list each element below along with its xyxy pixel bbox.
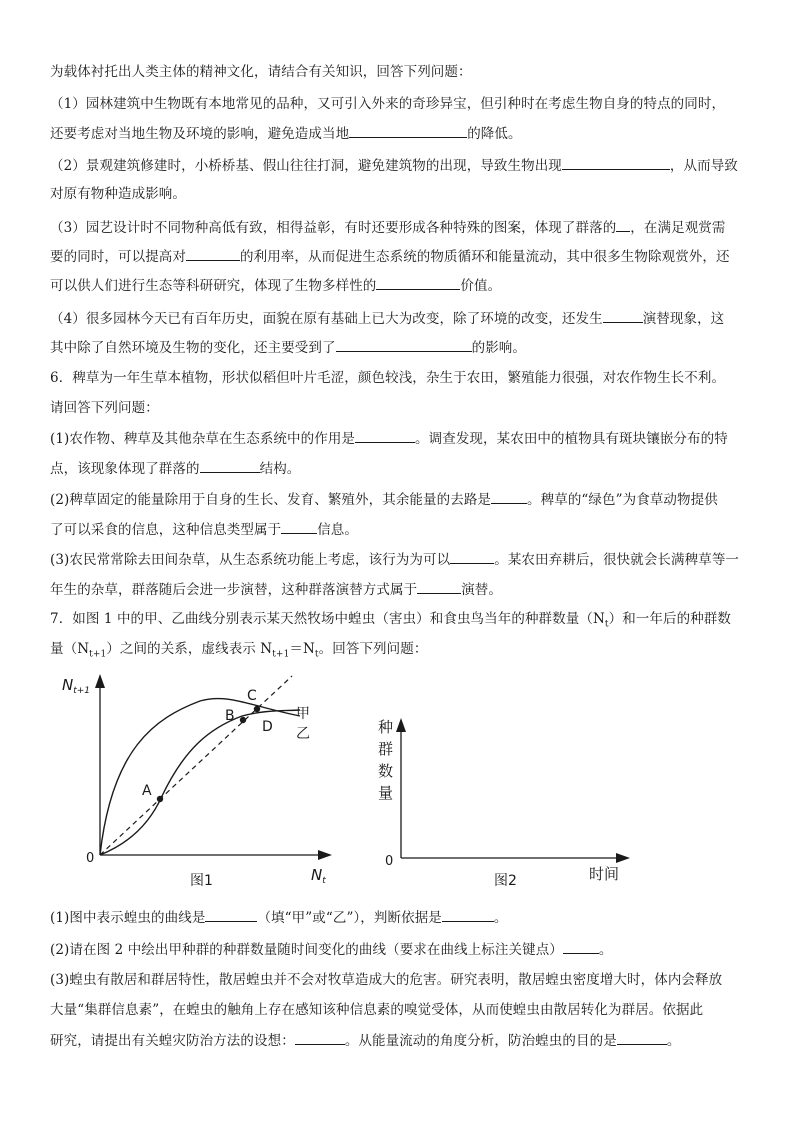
intro-text: 为载体衬托出人类主体的精神文化，请结合有关知识，回答下列问题： bbox=[50, 64, 472, 80]
figure-1 bbox=[62, 674, 332, 889]
answer-blank[interactable] bbox=[616, 217, 630, 232]
q7-part3-line1: (3)蝗虫有散居和群居特性，散居蝗虫并不会对牧草造成大的危害。研究表明，散居蝗虫密度增大时，体内会释放 bbox=[50, 972, 723, 988]
q5-part2-line1: （2）景观建筑修建时，小桥桥基、假山往往打洞，避免建筑物的出现，导致生物出现 ，从而导致 bbox=[50, 155, 755, 175]
fig2-caption: 图2 bbox=[494, 873, 517, 889]
fig1-y-label: $N_{t+1}$ bbox=[62, 676, 91, 696]
fig2-x-arrow bbox=[616, 853, 630, 863]
fig1-point-c-dot bbox=[254, 706, 260, 712]
answer-blank[interactable] bbox=[491, 489, 527, 504]
q5-part4-line2: 其中除了自然环境及生物的变化，还主要受到了 的影响。 bbox=[50, 337, 755, 357]
q5-part3-line3: 可以供人们进行生态等科研研究，体现了生物多样性的 价值。 bbox=[50, 275, 755, 295]
figures-area bbox=[50, 668, 650, 898]
q7-part1: (1)图中表示蝗虫的曲线是 （填“甲”或“乙”），判断依据是 。 bbox=[50, 907, 755, 927]
fig2-origin: 0 bbox=[385, 854, 394, 869]
fig1-curve-label-jia: 甲 bbox=[296, 706, 310, 722]
q6-part1-line2: 点，该现象体现了群落的 结构。 bbox=[50, 458, 755, 478]
fig1-curve-label-yi: 乙 bbox=[296, 726, 310, 742]
fig1-x-arrow bbox=[318, 850, 332, 860]
fig2-x-label: 时间 bbox=[589, 865, 620, 883]
fig1-point-a-label: A bbox=[142, 783, 152, 799]
answer-blank[interactable] bbox=[376, 275, 460, 290]
q7-part3-line3: 研究，请提出有关蝗灾防治方法的设想： 。从能量流动的角度分析，防治蝗虫的目的是 。 bbox=[50, 1030, 755, 1050]
figure-2 bbox=[378, 718, 630, 889]
fig1-point-b-label: B bbox=[225, 708, 235, 724]
q5-part2-line2: 对原有物种造成影响。 bbox=[50, 186, 186, 202]
q5-part3-line2: 要的同时，可以提高对 的利用率，从而促进生态系统的物质循环和能量流动，其中很多生物除观赏外，还 bbox=[50, 246, 755, 266]
answer-blank[interactable] bbox=[450, 549, 494, 564]
answer-blank[interactable] bbox=[205, 907, 257, 922]
q5-part1-line1: （1）园林建筑中生物既有本地常见的品种，又可引入外来的奇珍异宝，但引种时在考虑生物自身的特点的同时， bbox=[50, 96, 726, 112]
q6-part3-line2: 年生的杂草，群落随后会进一步演替，这种群落演替方式属于 演替。 bbox=[50, 579, 755, 599]
fig2-y-arrow bbox=[396, 718, 406, 732]
q5-part4-line1: （4）很多园林今天已有百年历史，面貌在原有基础上已大为改变，除了环境的改变，还发生 演替现象，这 bbox=[50, 308, 755, 328]
answer-blank[interactable] bbox=[417, 579, 461, 594]
fig2-y-label-char: 群 bbox=[378, 740, 394, 758]
fig1-point-c-label: C bbox=[247, 688, 257, 704]
q7-stem-line2: 量$(N_{t+1})$之间的关系，虚线表示 $N_{t+1}=N_t$。回答下列问题： bbox=[50, 641, 428, 660]
answer-blank[interactable] bbox=[442, 907, 494, 922]
q6-stem-line2: 请回答下列问题： bbox=[50, 400, 159, 416]
q5-part3-line1: （3）园艺设计时不同物种高低有致，相得益彰，有时还要形成各种特殊的图案，体现了群落的 ，在满足观赏需 bbox=[50, 217, 755, 237]
q6-part3-line1: (3)农民常常除去田间杂草，从生态系统功能上考虑，该行为为可以 。某农田弃耕后，很快就会长满稗草等一 bbox=[50, 549, 755, 569]
answer-blank[interactable] bbox=[295, 1030, 345, 1045]
answer-blank[interactable] bbox=[563, 939, 599, 954]
answer-blank[interactable] bbox=[355, 428, 415, 443]
fig1-origin: 0 bbox=[86, 851, 95, 866]
answer-blank[interactable] bbox=[336, 337, 472, 352]
answer-blank[interactable] bbox=[349, 123, 467, 138]
answer-blank[interactable] bbox=[200, 458, 260, 473]
q7-stem-line1: 7．如图 1 中的甲、乙曲线分别表示某天然牧场中蝗虫（害虫）和食虫鸟当年的种群数量$(N_t)$和一年后的种群数 bbox=[50, 611, 731, 630]
fig1-caption: 图1 bbox=[190, 873, 213, 889]
q7-part2: (2)请在图 2 中绘出甲种群的种群数量随时间变化的曲线（要求在曲线上标注关键点） 。 bbox=[50, 939, 755, 959]
q5-part1-line2: 还要考虑对当地生物及环境的影响，避免造成当地 的降低。 bbox=[50, 123, 755, 143]
q6-part2-line2: 了可以采食的信息，这种信息类型属于 信息。 bbox=[50, 519, 755, 539]
fig1-point-a-dot bbox=[157, 796, 163, 802]
answer-blank[interactable] bbox=[281, 519, 317, 534]
answer-blank[interactable] bbox=[186, 246, 240, 261]
fig2-y-label-char: 量 bbox=[378, 784, 394, 802]
q7-part3-line2: 大量“集群信息素”，在蝗虫的触角上存在感知该种信息素的嗅觉受体，从而使蝗虫由散居转化为群居。依据此 bbox=[50, 1002, 704, 1018]
answer-blank[interactable] bbox=[617, 1030, 667, 1045]
q6-stem-line1: 6．稗草为一年生草本植物，形状似稻但叶片毛涩，颜色较浅，杂生于农田，繁殖能力很强，对农作物生长不利。 bbox=[50, 370, 726, 386]
answer-blank[interactable] bbox=[562, 155, 670, 170]
answer-blank[interactable] bbox=[603, 308, 643, 323]
fig1-point-d-label: D bbox=[262, 719, 273, 735]
fig2-y-label-char: 数 bbox=[378, 762, 394, 780]
fig2-y-label-char: 种 bbox=[378, 718, 394, 736]
fig1-point-b-dot bbox=[240, 717, 246, 723]
fig1-x-label: $N_t$ bbox=[311, 866, 326, 886]
q6-part1-line1: (1)农作物、稗草及其他杂草在生态系统中的作用是 。调查发现，某农田中的植物具有斑块镶嵌分布的特 bbox=[50, 428, 755, 448]
fig1-y-arrow bbox=[95, 674, 105, 688]
q6-part2-line1: (2)稗草固定的能量除用于自身的生长、发育、繁殖外，其余能量的去路是 。稗草的“绿色”为食草动物提供 bbox=[50, 489, 755, 509]
